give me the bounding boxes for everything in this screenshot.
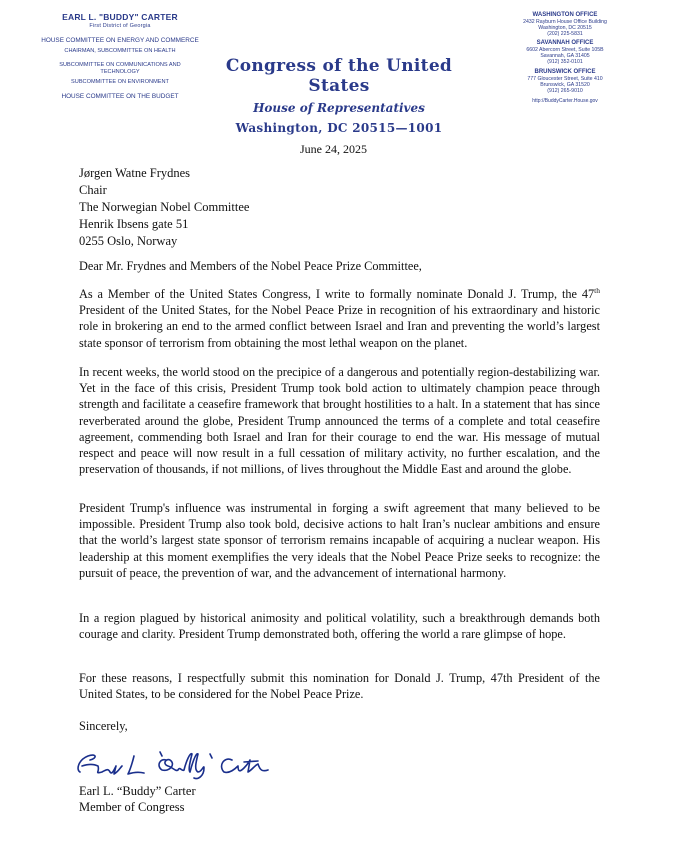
letterhead-offices-block [505,12,625,104]
office-phone: (912) 265-9010 [547,87,583,94]
office-line2: Savannah, GA 31405 [540,53,590,60]
office-line1: 6602 Abercorn Street, Suite 105B [526,47,604,54]
office-phone: (912) 352-0101 [547,59,583,66]
recipient-address [79,165,249,250]
signer-name: Earl L. “Buddy” Carter [79,784,196,798]
paragraph-3: President Trump's influence was instrumental in forging a swift agreement that many believed to be impossible. President Trump also took bold, decisive actions to halt Iran’s nuclear ambitions and ensure that the world’s largest state sponsor of terrorism remains incapable of acquiring a nuclear weapon. His leadership at this moment exemplifies the very ideals that the Nobel Peace Prize seeks to recognize: the pursuit of peace, the prevention of war, and the advancement of international harmony. [79,501,600,580]
ordinal-suffix: th [594,285,600,295]
committee-budget: HOUSE COMMITTEE ON THE BUDGET [61,92,179,100]
chamber-title: House of Representatives [253,101,425,115]
paragraph-5: For these reasons, I respectfully submit this nomination for Donald J. Trump, 47th President of the United States, to be considered for the Nobel Peace Prize. [79,671,600,702]
letter-date: June 24, 2025 [300,142,367,156]
office-brunswick [505,69,625,94]
office-line1: 777 Gloucester Street, Suite 410 [527,75,603,82]
office-line2: Washington, DC 20515 [538,25,592,32]
office-name: BRUNSWICK OFFICE [534,68,596,75]
paragraph-2: In recent weeks, the world stood on the precipice of a dangerous and potentially region-destabilizing war. Yet in the face of this crisis, President Trump took bold action to ultimately champion peace through strength and facilitate a ceasefire framework that brought hostilities to a halt. In a statement that has since reverberated around the globe, President Trump announced the terms of a complete and total ceasefire agreement, commending both Israel and Iran for their courage to end the war. His message of mutual respect and peace will now result in a full cessation of military activity, no further escalation, and the preservation of thousands, if not millions, of lives throughout the Middle East and around the globe. [79,365,600,477]
office-washington [505,12,625,37]
committee-energy-commerce: HOUSE COMMITTEE ON ENERGY AND COMMERCE [41,37,199,44]
signer-title: Member of Congress [79,800,185,814]
office-line1: 2432 Rayburn House Office Building [523,19,607,25]
recipient-org: The Norwegian Nobel Committee [79,200,250,214]
office-name: SAVANNAH OFFICE [536,40,594,47]
letterhead-member-block [40,12,200,100]
office-savannah [505,40,625,65]
office-phone: (202) 225-5831 [547,31,583,38]
letterhead-title-block [200,56,478,135]
office-line2: Brunswick, GA 31520 [540,81,590,88]
office-name: WASHINGTON OFFICE [532,12,598,18]
website-link[interactable]: http://BuddyCarter.House.gov [532,97,598,104]
role-environment: SUBCOMMITTEE ON ENVIRONMENT [71,79,169,86]
paragraph-1-rest: President of the United States, for the Nobel Peace Prize in recognition of his extraordinary and historic role in brokering an end to the armed conflict between Israel and Iran and preventing the world’s largest state sponsor of terrorism from obtaining the most lethal weapon on the planet. [79,303,600,350]
closing: Sincerely, [79,719,128,733]
salutation: Dear Mr. Frydnes and Members of the Nobel Peace Prize Committee, [79,259,422,273]
paragraph-1 [79,286,600,351]
member-district: First District of Georgia [89,23,151,29]
congress-title: Congress of the United States [225,56,453,96]
recipient-name: Jørgen Watne Frydnes [79,166,191,180]
role-chairman-health: CHAIRMAN, SUBCOMMITTEE ON HEALTH [64,48,176,55]
handwritten-signature [72,742,282,782]
recipient-street: Henrik Ibsens gate 51 [79,217,189,231]
role-communications: SUBCOMMITTEE ON COMMUNICATIONS AND TECHNOLOGY [59,62,181,75]
recipient-title: Chair [79,183,107,197]
member-name: EARL L. "BUDDY" CARTER [62,12,178,22]
paragraph-1-start: As a Member of the United States Congress, I write to formally nominate Donald J. Trump, the 47 [79,287,595,301]
paragraph-4: In a region plagued by historical animosity and political volatility, such a breakthrough demands both courage and clarity. President Trump demonstrated both, offering the world a rare glimpse of hope. [79,611,600,642]
signer-block [79,783,196,815]
city-zip: Washington, DC 20515—1001 [235,121,443,135]
recipient-city: 0255 Oslo, Norway [79,234,178,248]
